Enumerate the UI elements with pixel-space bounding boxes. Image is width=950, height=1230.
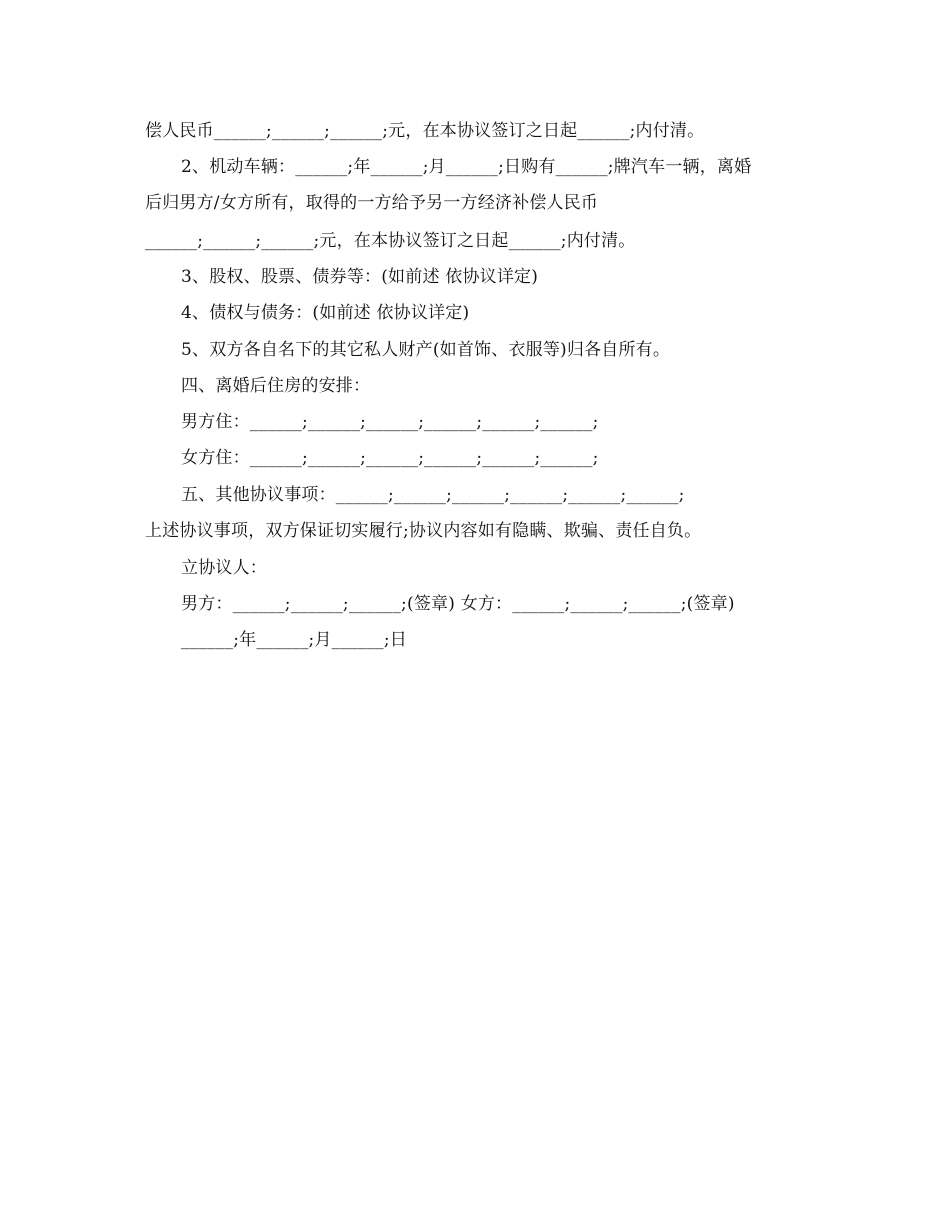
text-line-private-property: 5、双方各自名下的其它私人财产(如首饰、衣服等)归各自所有。 <box>181 340 671 360</box>
text-line-compensation-1: 偿人民币______;______;______;元，在本协议签订之日起______;内付清。 <box>145 121 705 141</box>
section-heading-housing: 四、离婚后住房的安排： <box>181 376 371 396</box>
text-line-signatures: 男方：______;______;______;(签章) 女方：______;______;______;(签章) <box>181 594 735 614</box>
text-line-date: ______;年______;月______;日 <box>181 630 407 650</box>
text-line-compensation-2: ______;______;______;元，在本协议签订之日起______;内付清。 <box>145 231 636 251</box>
text-line-vehicle-ownership: 后归男方/女方所有，取得的一方给予另一方经济补偿人民币 <box>145 193 599 213</box>
text-line-debts: 4、债权与债务：(如前述 依协议详定) <box>181 303 470 323</box>
section-heading-other-matters: 五、其他协议事项：______;______;______;______;______;______; <box>181 485 685 505</box>
text-line-female-residence: 女方住：______;______;______;______;______;______; <box>181 448 599 468</box>
text-line-vehicle: 2、机动车辆：______;年______;月______;日购有______;牌汽车一辆，离婚 <box>181 157 752 177</box>
text-line-male-residence: 男方住：______;______;______;______;______;______; <box>181 412 599 432</box>
text-line-stocks: 3、股权、股票、债券等：(如前述 依协议详定) <box>181 267 539 287</box>
text-line-signatories: 立协议人： <box>181 558 267 578</box>
text-line-guarantee: 上述协议事项，双方保证切实履行;协议内容如有隐瞒、欺骗、责任自负。 <box>145 521 702 541</box>
